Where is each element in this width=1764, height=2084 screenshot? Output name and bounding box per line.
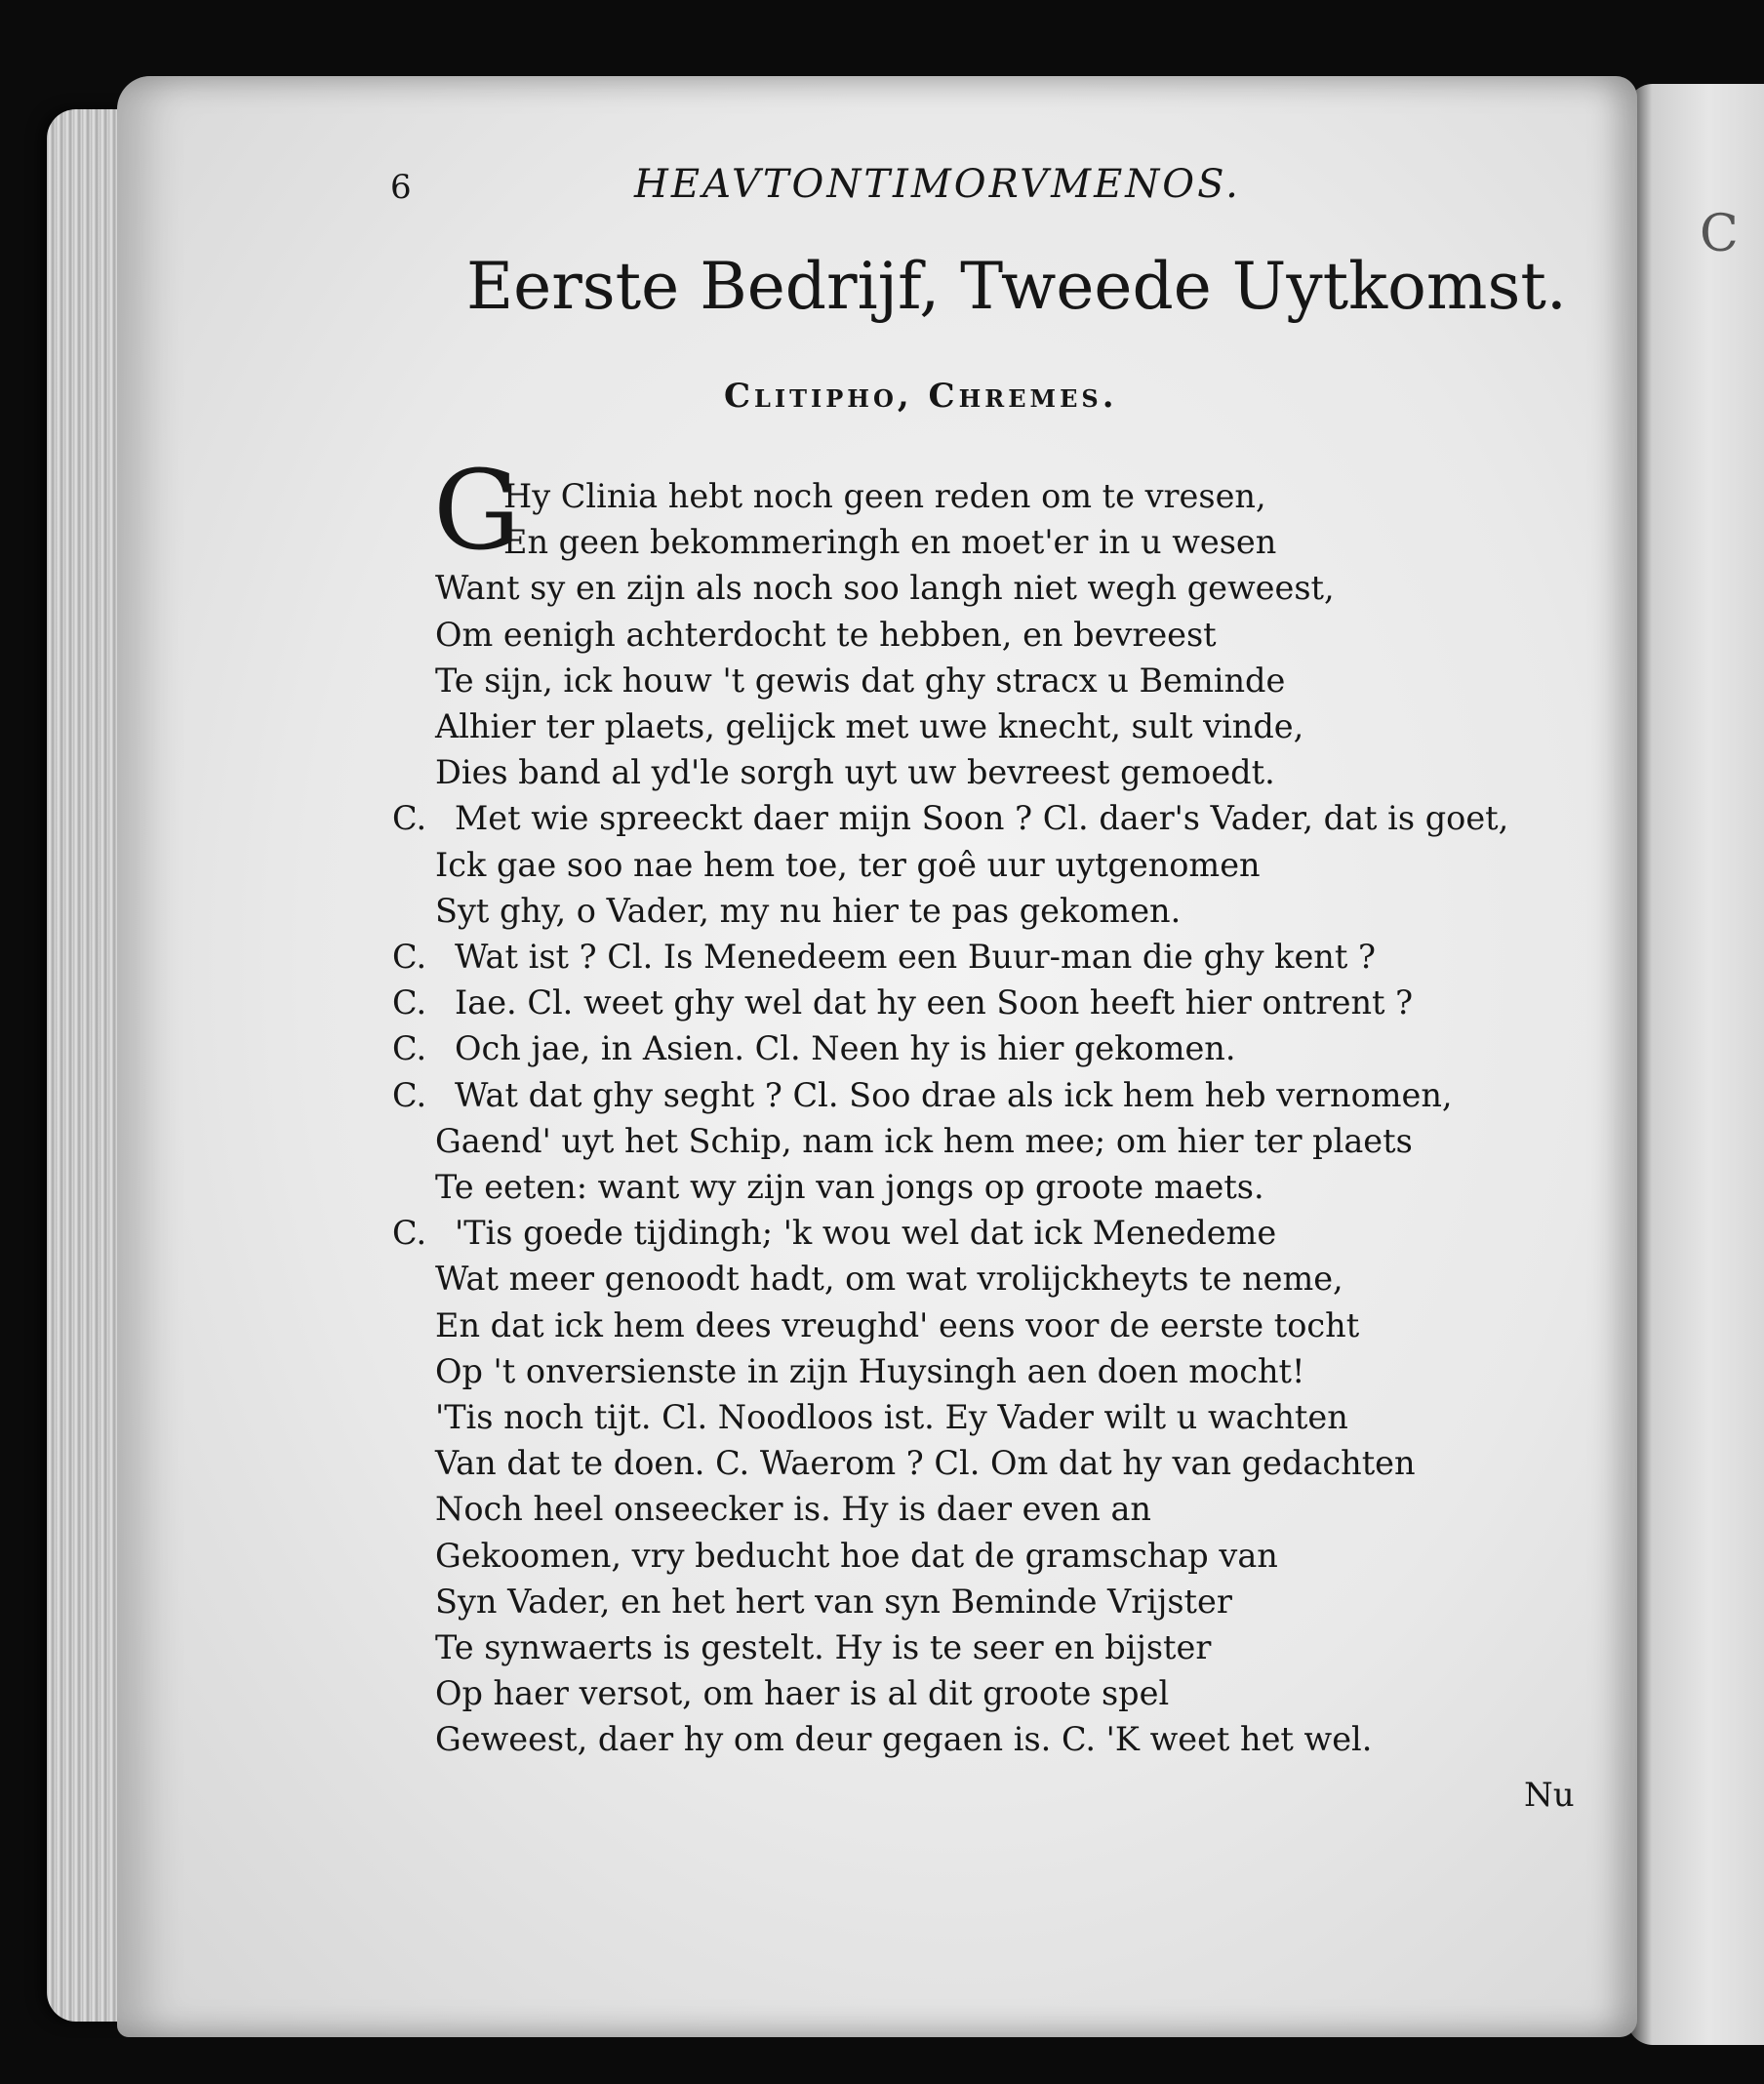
- verse-line: Dies band al yd'le sorgh uyt uw bevreest gemoedt.: [435, 753, 1275, 792]
- verse-line: Och jae, in Asien. Cl. Neen hy is hier gekomen.: [455, 1029, 1236, 1068]
- verse-line: Op 't onversienste in zijn Huysingh aen doen mocht!: [435, 1351, 1305, 1390]
- verse-line: En geen bekommeringh en moet'er in u wesen: [503, 523, 1277, 562]
- speaker-mark: C.: [392, 983, 427, 1022]
- verse-line: Om eenigh achterdocht te hebben, en bevreest: [435, 615, 1217, 654]
- verse-line: Syn Vader, en het hert van syn Beminde Vrijster: [435, 1582, 1232, 1621]
- verse-line: En dat ick hem dees vreughd' eens voor de eerste tocht: [435, 1305, 1360, 1344]
- verse-line: Alhier ter plaets, gelijck met uwe knecht, sult vinde,: [435, 707, 1304, 745]
- catchword: Nu: [1524, 1776, 1575, 1815]
- verse-line: Te sijn, ick houw 't gewis dat ghy stracx u Beminde: [435, 661, 1286, 700]
- verse-line: Syt ghy, o Vader, my nu hier te pas gekomen.: [435, 891, 1182, 930]
- verse-line: Ick gae soo nae hem toe, ter goê uur uytgenomen: [435, 845, 1261, 884]
- verse-line: 'Tis noch tijt. Cl. Noodloos ist. Ey Vader wilt u wachten: [435, 1398, 1348, 1436]
- verse-line: Op haer versot, om haer is al dit groote spel: [435, 1674, 1170, 1713]
- verse-line: Wat meer genoodt hadt, om wat vrolijckheyts te neme,: [435, 1260, 1343, 1299]
- facing-page-letter: C: [1700, 205, 1739, 263]
- verse-line: Wat dat ghy seght ? Cl. Soo drae als ick hem heb vernomen,: [455, 1075, 1453, 1114]
- facing-page-edge: [1627, 84, 1764, 2045]
- speaker-mark: C.: [392, 799, 427, 838]
- running-head: HEAVTONTIMORVMENOS.: [634, 162, 1241, 207]
- scene-title: Eerste Bedrijf, Tweede Uytkomst.: [466, 249, 1567, 324]
- speaker-mark: C.: [392, 938, 427, 976]
- speaker-mark: C.: [392, 1029, 427, 1068]
- verse-line: Te synwaerts is gestelt. Hy is te seer en bijster: [435, 1628, 1212, 1666]
- verse-line: Met wie spreeckt daer mijn Soon ? Cl. daer's Vader, dat is goet,: [455, 799, 1509, 838]
- drop-cap: G: [433, 448, 521, 575]
- speaker-mark: C.: [392, 1075, 427, 1114]
- verse-line: Hy Clinia hebt noch geen reden om te vresen,: [503, 477, 1266, 515]
- verse-line: Van dat te doen. C. Waerom ? Cl. Om dat hy van gedachten: [435, 1444, 1416, 1483]
- verse-line: Wat ist ? Cl. Is Menedeem een Buur-man die ghy kent ?: [455, 938, 1376, 976]
- verse-line: Want sy en zijn als noch soo langh niet wegh geweest,: [435, 569, 1335, 608]
- verse-line: Iae. Cl. weet ghy wel dat hy een Soon heeft hier ontrent ?: [455, 983, 1414, 1022]
- verse-line: 'Tis goede tijdingh; 'k wou wel dat ick Menedeme: [455, 1214, 1277, 1253]
- speaker-mark: C.: [392, 1214, 427, 1253]
- verse-line: Noch heel onseecker is. Hy is daer even an: [435, 1490, 1151, 1529]
- verse-line: Geweest, daer hy om deur gegaen is. C. 'K weet het wel.: [435, 1720, 1373, 1759]
- verse-line: Te eeten: want wy zijn van jongs op groote maets.: [435, 1168, 1264, 1206]
- verse-line: Gaend' uyt het Schip, nam ick hem mee; om hier ter plaets: [435, 1121, 1413, 1160]
- speaker-names: Clitipho, Chremes.: [724, 377, 1118, 416]
- page-number: 6: [390, 168, 412, 207]
- verse-line: Gekoomen, vry beducht hoe dat de gramschap van: [435, 1536, 1278, 1575]
